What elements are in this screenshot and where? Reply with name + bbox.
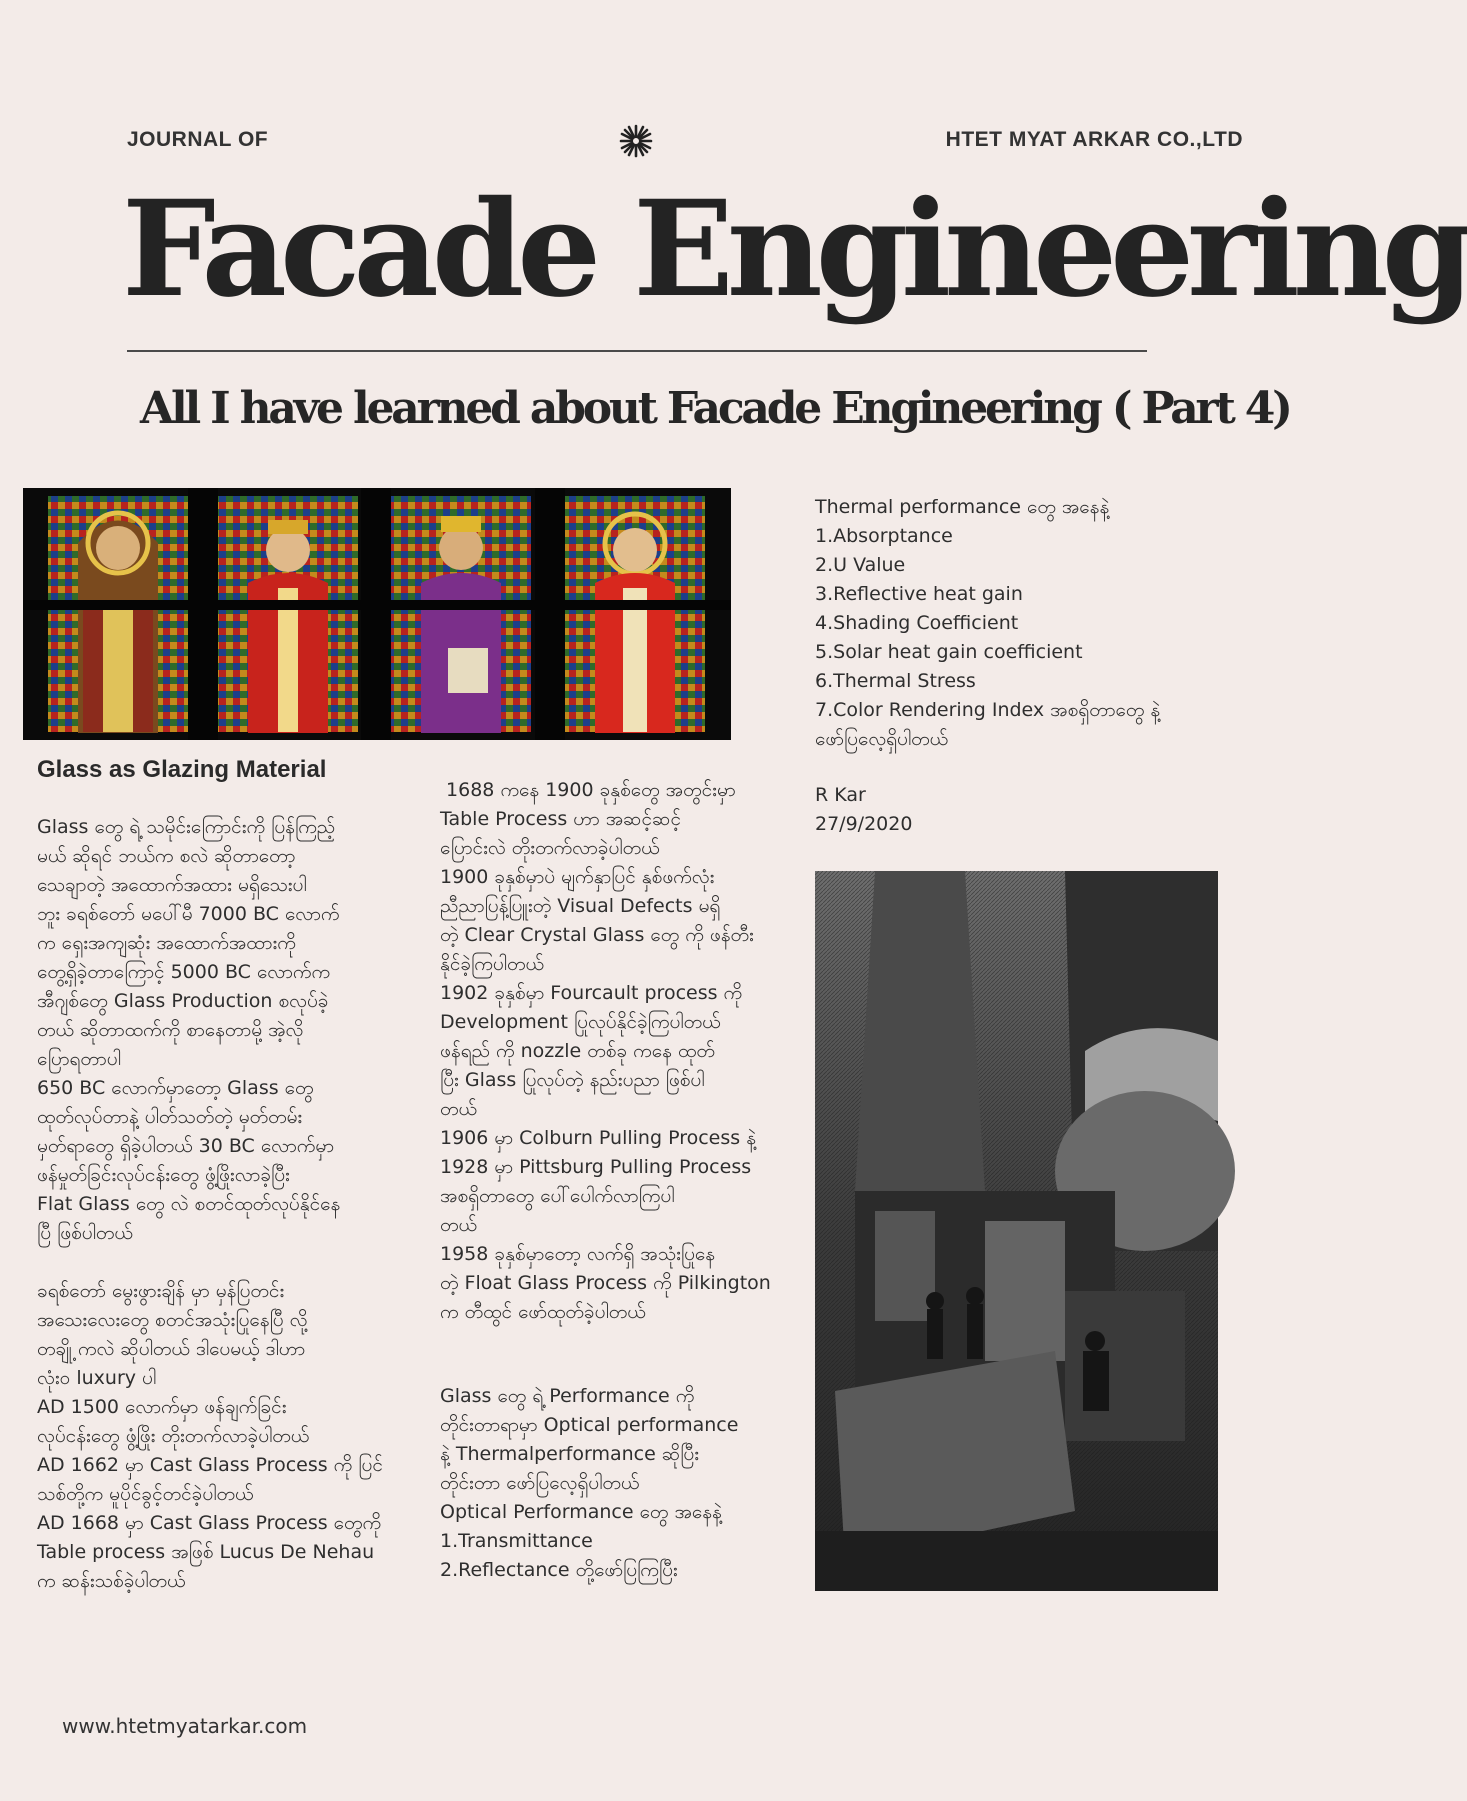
article-column-left: Glass တွေ ရဲ့ သမိုင်းကြောင်းကို ပြန်ကြည့် မယ် ဆိုရင် ဘယ်က စလဲ ဆိုတာတော့ သေချာတဲ့ အထောက်အထား မရှိသေးပါ ဘူး ခရစ်တော် မပေါ်မီ 7000 BC လောက် က ရှေးအကျဆုံး အထောက်အထားကို တွေ့ရှိခဲ့တာကြောင့် 5000 BC လောက်က အီဂျစ်တွေ Glass Production စလုပ်ခဲ့ တယ် ဆိုတာထက်ကို စာနေတာမို့ အဲ့လို ပြောရတာပါ 650 BC လောက်မှာတော့ Glass တွေ ထုတ်လုပ်တာနဲ့ ပါတ်သတ်တဲ့ မှတ်တမ်း မှတ်ရာတွေ ရှိခဲ့ပါတယ် 30 BC လောက်မှာ ဖန်မှုတ်ခြင်းလုပ်ငန်းတွေ ဖွံ့ဖြိုးလာခဲ့ပြီး Flat Glass တွေ လဲ စတင်ထုတ်လုပ်နိုင်နေ ပြီ ဖြစ်ပါတယ် ခရစ်တော် မွေးဖွားချိန် မှာ မှန်ပြတင်း အသေးလေးတွေ စတင်အသုံးပြုနေပြီ လို့ တချို့ ကလဲ ဆိုပါတယ် ဒါပေမယ့် ဒါဟာ လုံးဝ luxury ပါ AD 1500 လောက်မှာ ဖန်ချက်ခြင်း လုပ်ငန်းတွေ ဖွံ့ဖြိုး တိုးတက်လာခဲ့ပါတယ် AD 1662 မှာ Cast Glass Process ကို ပြင် သစ်တို့က မူပိုင်ခွင့်တင်ခဲ့ပါတယ် AD 1668 မှာ Cast Glass Process တွေကို Table process အဖြစ် Lucus De Nehau က ဆန်းသစ်ခဲ့ပါတယ် [37, 816, 383, 1592]
footer-website-link[interactable]: www.htetmyatarkar.com [62, 1714, 308, 1738]
page-subtitle: All I have learned about Facade Engineering ( Part 4) [140, 383, 1290, 434]
article-column-middle: 1688 ကနေ 1900 ခုနှစ်တွေ အတွင်းမှာ Table Process ဟာ အဆင့်ဆင့် ပြောင်းလဲ တိုးတက်လာခဲ့ပါတယ် 1900 ခုနှစ်မှာပဲ မျက်နှာပြင် နှစ်ဖက်လုံး ညီညာပြန့်ပြူးတဲ့ Visual Defects မရှိ တဲ့ Clear Crystal Glass တွေ ကို ဖန်တီး နိုင်ခဲ့ကြပါတယ် 1902 ခုနှစ်မှာ Fourcault process ကို Development ပြုလုပ်နိုင်ခဲ့ကြပါတယ် ဖန်ရည် ကို nozzle တစ်ခု ကနေ ထုတ် ပြီး Glass ပြုလုပ်တဲ့ နည်းပညာ ဖြစ်ပါ တယ် 1906 မှာ Colburn Pulling Process နဲ့ 1928 မှာ Pittsburg Pulling Process အစရှိတာတွေ ပေါ်ပေါက်လာကြပါ တယ် 1958 ခုနှစ်မှာတော့ လက်ရှိ အသုံးပြုနေ တဲ့ Float Glass Process ကို Pilkington က တီထွင် ဖော်ထုတ်ခဲ့ပါတယ် [440, 779, 771, 1323]
stained-glass-window-photo [23, 488, 731, 740]
asterisk-star-icon [619, 124, 653, 158]
page-title: Facade Engineering [122, 172, 1467, 327]
title-divider [127, 350, 1147, 352]
company-name: HTET MYAT ARKAR CO.,LTD [945, 128, 1243, 151]
author-signature: R Kar 27/9/2020 [815, 784, 913, 835]
journal-label: JOURNAL OF [127, 128, 269, 151]
article-column-right: Thermal performance တွေ အနေနဲ့ 1.Absorptance 2.U Value 3.Reflective heat gain 4.Shading Coefficient 5.Solar heat gain coefficient 6.Thermal Stress 7.Color Rendering Index အစရှိတာတွေ နဲ့ ဖော်ပြလေ့ရှိပါတယ် [815, 496, 1161, 750]
article-column-middle-lower: Glass တွေ ရဲ့ Performance ကို တိုင်းတာရာမှာ Optical performance နဲ့ Thermalperformance ဆိုပြီး တိုင်းတာ ဖော်ပြလေ့ရှိပါတယ် Optical Performance တွေ အနေနဲ့ 1.Transmittance 2.Reflectance တို့ဖော်ပြကြပြီး [440, 1385, 739, 1581]
section-heading: Glass as Glazing Material [37, 756, 327, 783]
glass-factory-engraving-photo [815, 871, 1218, 1591]
